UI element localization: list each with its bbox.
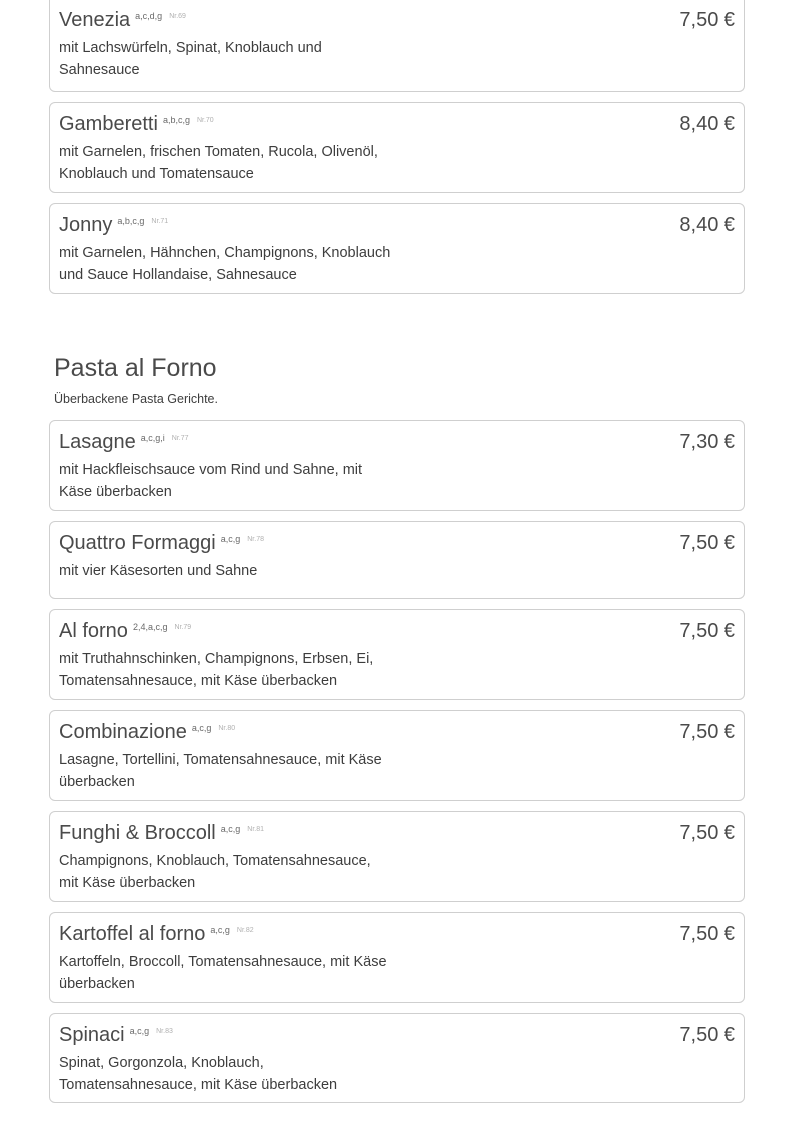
item-description: mit vier Käsesorten und Sahne [59,563,258,579]
item-number: Nr.69 [169,13,186,20]
item-description: Lasagne, Tortellini, Tomatensahnesauce, mit Käse überbacken [59,752,382,790]
item-number: Nr.79 [174,624,192,631]
menu-item-al-forno[interactable] [49,609,745,700]
item-number: Nr.83 [156,1028,173,1035]
menu-item-lasagne[interactable] [49,420,745,511]
item-name: Jonny [59,214,113,236]
menu-group-pasta-al-forno [49,420,745,1103]
item-name: Venezia [59,9,131,31]
item-name: Combinazione [59,721,187,743]
item-allergens: 2,4,a,c,g [132,622,168,632]
item-allergens: a,c,g [129,1026,150,1036]
item-number: Nr.82 [236,927,254,934]
item-description: Spinat, Gorgonzola, Knoblauch, Tomatensahnesauce, mit Käse überbacken [59,1055,338,1093]
item-name: Lasagne [59,431,136,453]
item-allergens: a,b,c,g [162,115,190,125]
item-allergens: a,c,g [220,824,241,834]
item-description: mit Hackfleischsauce vom Rind und Sahne, mit Käse überbacken [59,462,363,500]
item-description: mit Lachswürfeln, Spinat, Knoblauch und Sahnesauce [59,40,322,78]
section-subtitle: Überbackene Pasta Gerichte. [54,392,218,406]
item-number: Nr.81 [247,826,264,833]
menu-item-quattro-formaggi[interactable] [49,521,745,599]
item-description: mit Garnelen, frischen Tomaten, Rucola, Olivenöl, Knoblauch und Tomatensauce [59,144,378,182]
item-number: Nr.78 [247,536,264,543]
item-allergens: a,c,g [220,534,241,544]
item-number: Nr.80 [218,725,236,732]
item-price: 8,40 € [679,113,735,135]
item-name: Quattro Formaggi [59,532,216,554]
item-price: 7,50 € [679,721,735,743]
menu-item-jonny[interactable] [49,203,745,294]
menu-group-previous [49,0,745,294]
menu-item-venezia[interactable] [49,0,745,92]
item-allergens: a,c,d,g [135,11,163,21]
item-allergens: a,c,g [191,723,212,733]
item-allergens: a,c,g [210,925,230,935]
item-description: Kartoffeln, Broccoll, Tomatensahnesauce, mit Käse überbacken [59,954,387,992]
menu-item-funghi-broccoll[interactable] [49,811,745,902]
item-price: 7,50 € [679,620,735,642]
item-description: Champignons, Knoblauch, Tomatensahnesauce, mit Käse überbacken [59,853,371,891]
item-price: 7,50 € [679,9,735,31]
item-description: mit Truthahnschinken, Champignons, Erbsen, Ei, Tomatensahnesauce, mit Käse überbacken [59,651,374,689]
item-number: Nr.70 [196,117,214,124]
item-name: Funghi & Broccoll [59,822,216,844]
item-price: 7,30 € [679,431,735,453]
menu-item-gamberetti[interactable] [49,102,745,193]
menu-item-kartoffel-al-forno[interactable] [49,912,745,1003]
menu-item-combinazione[interactable] [49,710,745,801]
item-description: mit Garnelen, Hähnchen, Champignons, Knoblauch und Sauce Hollandaise, Sahnesauce [59,245,391,283]
item-allergens: a,c,g,i [140,433,165,443]
item-price: 8,40 € [679,214,735,236]
item-name: Al forno [59,620,128,642]
item-price: 7,50 € [679,1024,735,1046]
item-price: 7,50 € [679,822,735,844]
menu-item-spinaci[interactable] [49,1013,745,1103]
section-header [54,352,218,408]
item-name: Kartoffel al forno [59,923,206,945]
item-number: Nr.71 [151,218,169,225]
item-number: Nr.77 [171,435,189,442]
item-price: 7,50 € [679,532,735,554]
item-allergens: a,b,c,g [117,216,145,226]
section-title: Pasta al Forno [54,354,217,382]
item-price: 7,50 € [679,923,735,945]
item-name: Spinaci [59,1024,125,1046]
item-name: Gamberetti [59,113,158,135]
